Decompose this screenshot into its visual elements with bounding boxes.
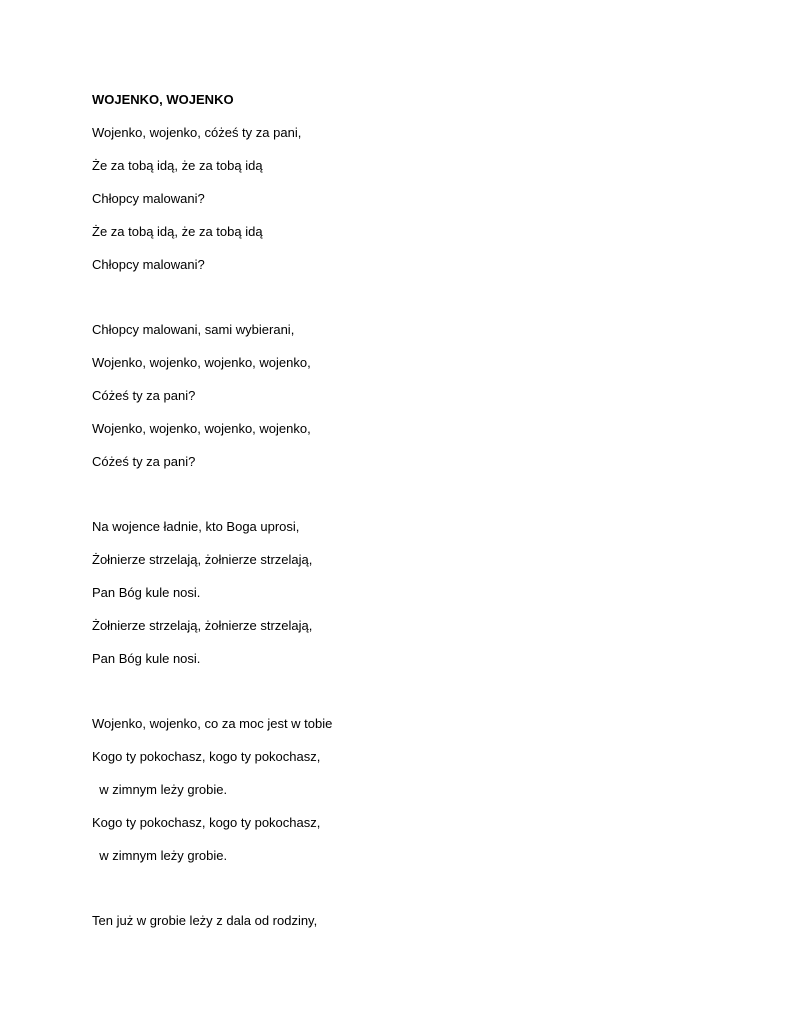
verse-line: w zimnym leży grobie. [92, 782, 228, 797]
verse-line: Pan Bóg kule nosi. [92, 651, 201, 666]
verse-line: Wojenko, wojenko, wojenko, wojenko, [92, 421, 311, 436]
verse-line: Cóżeś ty za pani? [92, 454, 196, 469]
verse-line: Że za tobą idą, że za tobą idą [92, 224, 263, 239]
verse-line: Żołnierze strzelają, żołnierze strzelają, [92, 552, 313, 567]
verse-line: w zimnym leży grobie. [92, 848, 228, 863]
song-title: WOJENKO, WOJENKO [92, 92, 234, 107]
verse-line: Kogo ty pokochasz, kogo ty pokochasz, [92, 815, 321, 830]
verse-line: Pan Bóg kule nosi. [92, 585, 201, 600]
verse-line: Na wojence ładnie, kto Boga uprosi, [92, 519, 300, 534]
verse-line: Ten już w grobie leży z dala od rodziny, [92, 913, 318, 928]
verse-line: Chłopcy malowani? [92, 191, 205, 206]
verse-line: Chłopcy malowani, sami wybierani, [92, 322, 295, 337]
verse-line: Żołnierze strzelają, żołnierze strzelają, [92, 618, 313, 633]
verse-line: Że za tobą idą, że za tobą idą [92, 158, 263, 173]
verse-line: Cóżeś ty za pani? [92, 388, 196, 403]
verse-line: Wojenko, wojenko, co za moc jest w tobie [92, 716, 333, 731]
verse-line: Wojenko, wojenko, cóżeś ty za pani, [92, 125, 302, 140]
verse-line: Wojenko, wojenko, wojenko, wojenko, [92, 355, 311, 370]
verse-line: Chłopcy malowani? [92, 257, 205, 272]
verse-line: Kogo ty pokochasz, kogo ty pokochasz, [92, 749, 321, 764]
